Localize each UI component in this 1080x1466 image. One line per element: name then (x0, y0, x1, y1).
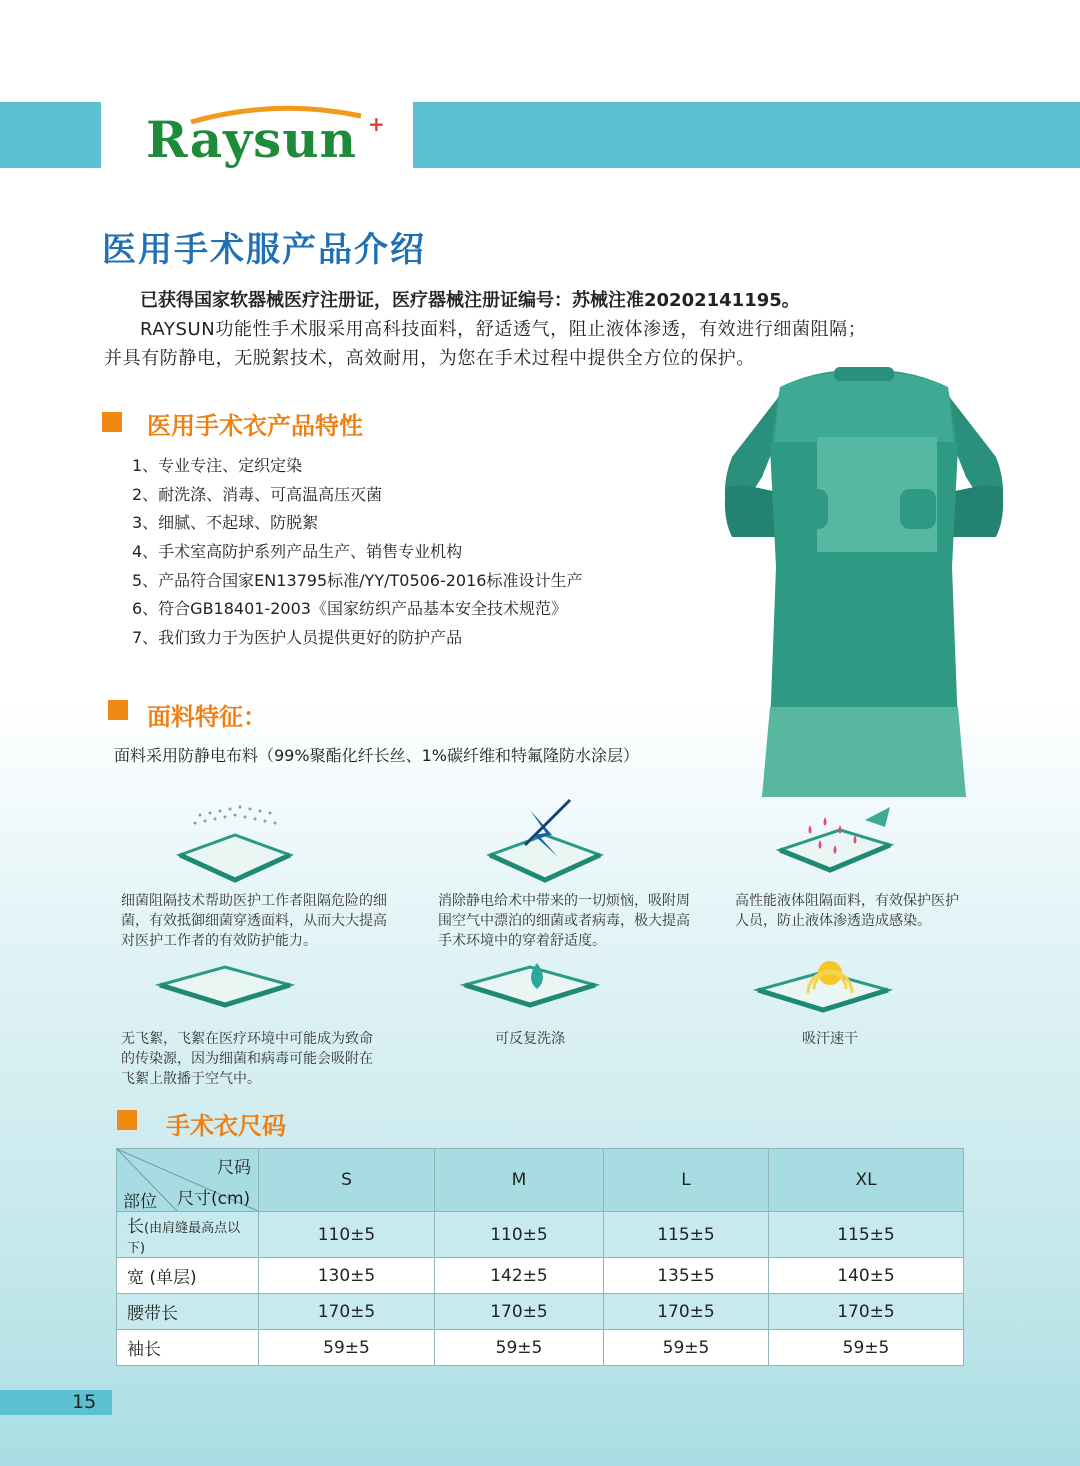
intro-description-2: 并具有防静电，无脱絮技术，高效耐用，为您在手术过程中提供全方位的保护。 (104, 348, 755, 369)
row-label: 腰带长 (117, 1294, 259, 1330)
table-cell: 110±5 (259, 1212, 435, 1258)
table-row (117, 1258, 964, 1294)
header-band-right (413, 102, 1080, 168)
table-cell: 59±5 (604, 1330, 769, 1366)
table-cell: 59±5 (259, 1330, 435, 1366)
fabric-title: 面料特征： (147, 703, 267, 731)
table-cell: 135±5 (604, 1258, 769, 1294)
feature-item: 2、耐洗涤、消毒、可高温高压灭菌 (132, 484, 383, 504)
table-cell: 170±5 (604, 1294, 769, 1330)
liquid-barrier-caption: 高性能液体阻隔面料，有效保护医护人员，防止液体渗透造成感染。 (735, 893, 959, 929)
feature-item: 1、专业专注、定织定染 (132, 456, 303, 475)
feature-item: 6、符合GB18401-2003《国家纺织产品基本安全技术规范》 (132, 599, 567, 619)
bacteria-barrier-caption: 细菌阻隔技术帮助医护工作者阻隔危险的细菌，有效抵御细菌穿透面料，从而大大提高对医护工作者的有效防护能力。 (121, 893, 387, 949)
size-table (116, 1148, 964, 1366)
anti-static-icon (470, 795, 620, 895)
header-band-left (0, 102, 101, 168)
table-cell: 142±5 (435, 1258, 604, 1294)
brand-logo (146, 104, 396, 168)
features-list (132, 452, 582, 653)
lint-free-caption: 无飞絮，飞絮在医疗环境中可能成为致命的传染源，因为细菌和病毒可能会吸附在飞絮上散播于空气中。 (121, 1031, 373, 1087)
feature-item: 3、细腻、不起球、防脱絮 (132, 513, 319, 533)
column-header: L (604, 1149, 769, 1212)
surgical-gown-image (722, 367, 1006, 797)
bacteria-barrier-icon (160, 795, 310, 895)
section-marker (108, 700, 128, 720)
table-cell: 110±5 (435, 1212, 604, 1258)
table-row (117, 1294, 964, 1330)
table-cell: 59±5 (435, 1330, 604, 1366)
anti-static-caption: 消除静电给术中带来的一切烦恼，吸附周围空气中漂泊的细菌或者病毒，极大提高手术环境中的穿着舒适度。 (438, 893, 690, 949)
row-label (117, 1212, 259, 1258)
washable-caption: 可反复洗涤 (495, 1031, 565, 1047)
row-label-text: 长 (127, 1217, 144, 1237)
column-header: M (435, 1149, 604, 1212)
table-corner-header (117, 1149, 259, 1212)
feature-item: 4、手术室高防护系列产品生产、销售专业机构 (132, 542, 463, 562)
sizes-title: 手术衣尺码 (166, 1112, 286, 1140)
table-cell: 140±5 (769, 1258, 964, 1294)
table-row (117, 1330, 964, 1366)
quick-dry-caption: 吸汗速干 (802, 1031, 858, 1047)
intro-description-1: RAYSUN功能性手术服采用高科技面料，舒适透气，阻止液体渗透，有效进行细菌阻隔； (140, 319, 867, 340)
column-header: XL (769, 1149, 964, 1212)
brand-plus: + (368, 112, 385, 136)
row-label: 宽 (单层) (117, 1258, 259, 1294)
feature-item: 5、产品符合国家EN13795标准/YY/T0506-2016标准设计生产 (132, 570, 583, 590)
feature-item: 7、我们致力于为医护人员提供更好的防护产品 (132, 628, 463, 648)
header-dimension: 尺寸(cm) (177, 1189, 251, 1209)
column-header: S (259, 1149, 435, 1212)
page-number: 15 (72, 1391, 97, 1413)
features-title: 医用手术衣产品特性 (147, 412, 363, 440)
row-label: 袖长 (117, 1330, 259, 1366)
page-title: 医用手术服产品介绍 (102, 230, 426, 270)
intro-registration: 已获得国家软器械医疗注册证，医疗器械注册证编号：苏械注准20202141195。 (140, 290, 800, 311)
fabric-description: 面料采用防静电布料（99%聚酯化纤长丝、1%碳纤维和特氟隆防水涂层） (114, 746, 639, 765)
table-cell: 170±5 (435, 1294, 604, 1330)
table-cell: 115±5 (604, 1212, 769, 1258)
header-part: 部位 (123, 1192, 157, 1212)
table-cell: 115±5 (769, 1212, 964, 1258)
section-marker (117, 1110, 137, 1130)
table-cell: 130±5 (259, 1258, 435, 1294)
section-marker (102, 412, 122, 432)
table-row (117, 1212, 964, 1258)
table-cell: 170±5 (769, 1294, 964, 1330)
liquid-barrier-icon (765, 795, 915, 895)
table-cell: 59±5 (769, 1330, 964, 1366)
row-label-note: (由肩缝最高点以下) (127, 1221, 241, 1256)
table-cell: 170±5 (259, 1294, 435, 1330)
brand-name: Raysun (146, 110, 358, 169)
header-size: 尺码 (217, 1158, 251, 1178)
